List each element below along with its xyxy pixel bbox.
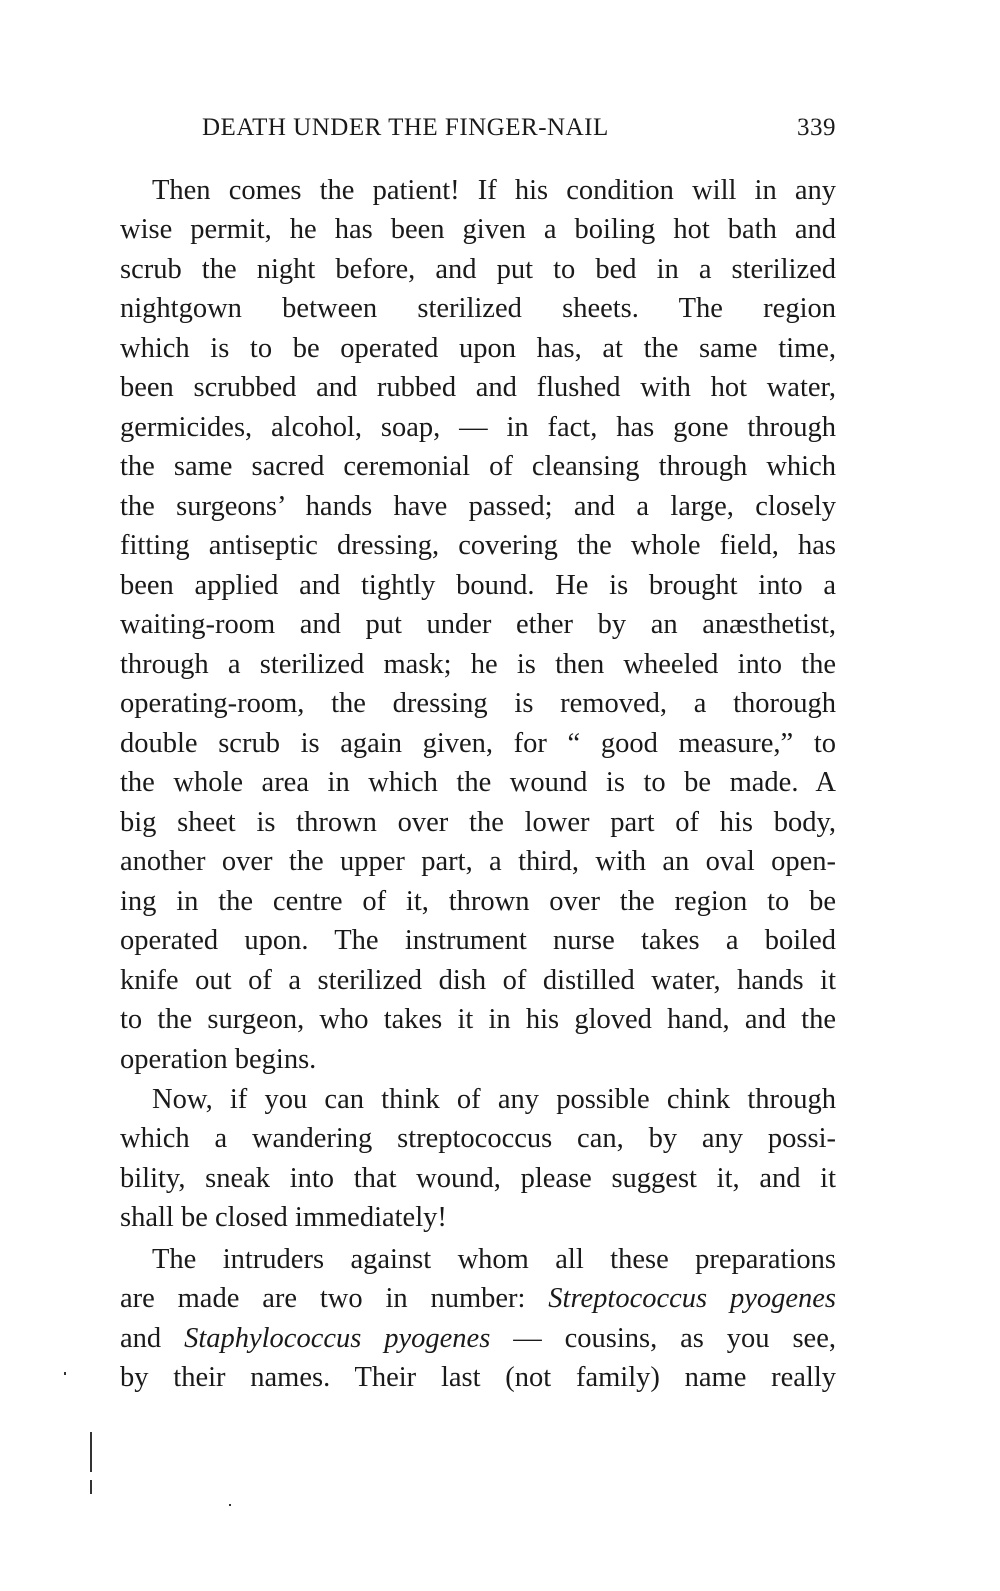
text-line: been applied and tightly bound. He is brought into a <box>120 570 836 601</box>
text-line: nightgown between sterilized sheets. The region <box>120 293 836 324</box>
scan-speck <box>64 1372 66 1375</box>
text-line: another over the upper part, a third, with an oval open- <box>120 846 836 877</box>
text-line: which is to be operated upon has, at the same time, <box>120 333 836 364</box>
text-line <box>120 1279 836 1318</box>
text-line: operating-room, the dressing is removed, a thorough <box>120 688 836 719</box>
text-line <box>120 1319 836 1358</box>
text-line: the whole area in which the wound is to be made. A <box>120 767 836 798</box>
text-line: scrub the night before, and put to bed in a sterilized <box>120 254 836 285</box>
text-line: the surgeons’ hands have passed; and a large, closely <box>120 491 836 522</box>
text-line: through a sterilized mask; he is then wheeled into the <box>120 649 836 680</box>
text-line: to the surgeon, who takes it in his gloved hand, and the <box>120 1004 836 1035</box>
italic-species-name: Staphylococcus pyogenes <box>184 1323 491 1354</box>
text-line: shall be closed immediately! <box>120 1202 447 1233</box>
text-line: which a wandering streptococcus can, by any possi- <box>120 1123 836 1154</box>
text-line: been scrubbed and rubbed and flushed with hot water, <box>120 372 836 403</box>
text-line: fitting antiseptic dressing, covering the whole field, has <box>120 530 836 561</box>
italic-species-name: Streptococcus pyogenes <box>548 1283 836 1314</box>
chapter-title: DEATH UNDER THE FINGER-NAIL <box>202 114 609 141</box>
text-line: operation begins. <box>120 1044 317 1075</box>
scan-line <box>90 1480 92 1494</box>
text-span: and <box>120 1323 185 1354</box>
running-head <box>120 114 836 148</box>
text-span: — cousins, as you see, <box>490 1323 836 1354</box>
text-line: germicides, alcohol, soap, — in fact, has gone through <box>120 412 836 443</box>
text-line: the same sacred ceremonial of cleansing through which <box>120 451 836 482</box>
text-line: ing in the centre of it, thrown over the region to be <box>120 886 836 917</box>
text-line: double scrub is again given, for “ good measure,” to <box>120 728 836 759</box>
page-number: 339 <box>797 114 836 141</box>
text-line: Then comes the patient! If his condition will in any <box>152 175 836 206</box>
scan-speck <box>229 1504 231 1506</box>
text-line: The intruders against whom all these preparations <box>152 1244 836 1275</box>
text-span: are made are two in number: <box>120 1283 549 1314</box>
text-line: operated upon. The instrument nurse takes a boiled <box>120 925 836 956</box>
text-line: wise permit, he has been given a boiling hot bath and <box>120 214 836 245</box>
text-line: Now, if you can think of any possible chink through <box>152 1084 836 1115</box>
scan-line <box>90 1432 92 1472</box>
text-line: knife out of a sterilized dish of distilled water, hands it <box>120 965 836 996</box>
text-line: big sheet is thrown over the lower part of his body, <box>120 807 836 838</box>
text-line: by their names. Their last (not family) name really <box>120 1362 836 1393</box>
text-line: bility, sneak into that wound, please suggest it, and it <box>120 1163 836 1194</box>
text-line: waiting-room and put under ether by an anæsthetist, <box>120 609 836 640</box>
